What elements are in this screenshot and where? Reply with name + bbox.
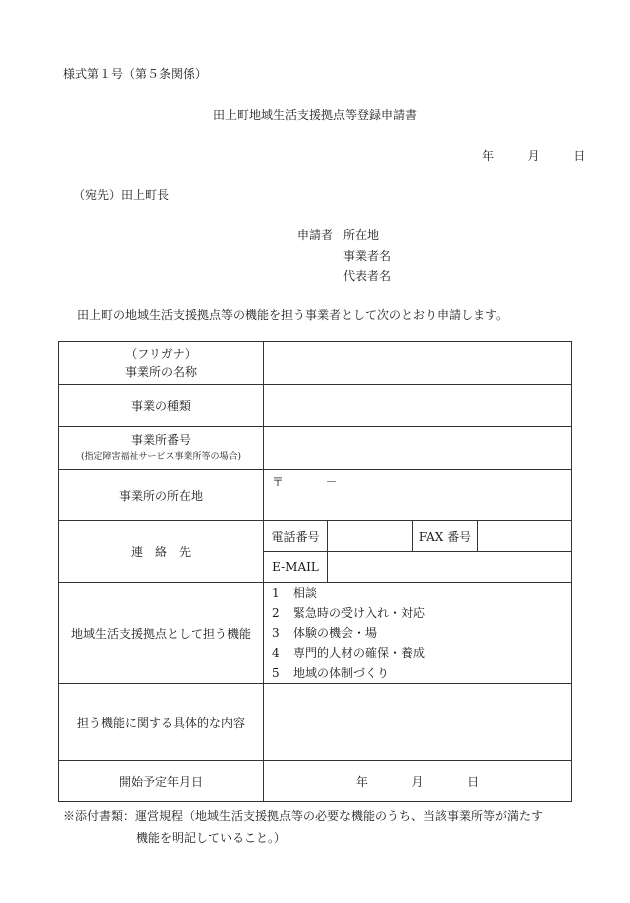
office-number-label-cell [59,427,264,470]
office-number-field[interactable] [264,427,572,470]
document-title: 田上町地域生活支援拠点等登録申請書 [212,108,417,122]
function-item[interactable]: 3 体験の機会・場 [272,626,378,640]
row-start-date [59,761,572,802]
function-item[interactable]: 4 専門的人材の確保・養成 [272,646,426,660]
office-name-label: 事業所の名称 [124,365,197,379]
start-date-field[interactable] [264,761,572,802]
row-office-address [59,470,572,521]
start-year: 年 [355,774,368,789]
applicant-business-name-label: 事業者名 [343,249,392,263]
office-name-field[interactable] [264,342,572,385]
postal-mark: 〒 [272,475,285,489]
date-year: 年 [482,149,495,163]
applicant-representative-label: 代表者名 [343,269,392,283]
start-day: 日 [467,774,480,789]
intro-text: 田上町の地域生活支援拠点等の機能を担う事業者として次のとおり申請します。 [77,308,509,322]
details-label: 担う機能に関する具体的な内容 [59,684,264,761]
phone-label: 電話番号 [264,521,328,552]
office-name-label-cell [59,342,264,385]
row-office-number [59,427,572,470]
application-date [482,147,585,164]
row-details [59,684,572,761]
fax-field[interactable] [478,521,572,552]
furigana-label: （フリガナ） [125,347,197,361]
office-address-field[interactable] [264,470,572,521]
function-list [264,583,572,684]
email-label: E-MAIL [264,552,328,583]
contact-label: 連 絡 先 [59,521,264,583]
phone-field[interactable] [328,521,413,552]
date-day: 日 [573,149,586,163]
row-business-type [59,385,572,427]
email-field[interactable] [328,552,572,583]
applicant-label: 申請者 [297,228,334,242]
function-item[interactable]: 5 地域の体制づくり [272,666,390,680]
fax-label: FAX 番号 [413,521,478,552]
office-number-note: (指定障害福祉サービス事業所等の場合) [80,452,242,462]
attachment-note: ※添付書類：運営規程（地域生活支援拠点等の必要な機能のうち、当該事業所等が満たす [63,809,544,823]
row-contact-phone [59,521,572,552]
function-item[interactable]: 2 緊急時の受け入れ・対応 [272,606,426,620]
office-number-label: 事業所番号 [130,433,191,447]
attachment-note-continued: 機能を明記していること。） [136,831,287,845]
application-form-table [58,341,572,802]
row-office-name [59,342,572,385]
start-month: 月 [411,774,424,789]
row-functions [59,583,572,684]
postal-dash: － [325,475,338,489]
function-item[interactable]: 1 相談 [272,586,318,600]
business-type-label: 事業の種類 [59,385,264,427]
office-address-label: 事業所の所在地 [59,470,264,521]
details-field[interactable] [264,684,572,761]
start-date-label: 開始予定年月日 [59,761,264,802]
form-number-label: 様式第１号（第５条関係） [63,67,208,81]
applicant-location-label: 所在地 [343,228,380,242]
addressee: （宛先）田上町長 [73,188,170,202]
business-type-field[interactable] [264,385,572,427]
function-label: 地域生活支援拠点として担う機能 [59,583,264,684]
date-month: 月 [527,149,540,163]
